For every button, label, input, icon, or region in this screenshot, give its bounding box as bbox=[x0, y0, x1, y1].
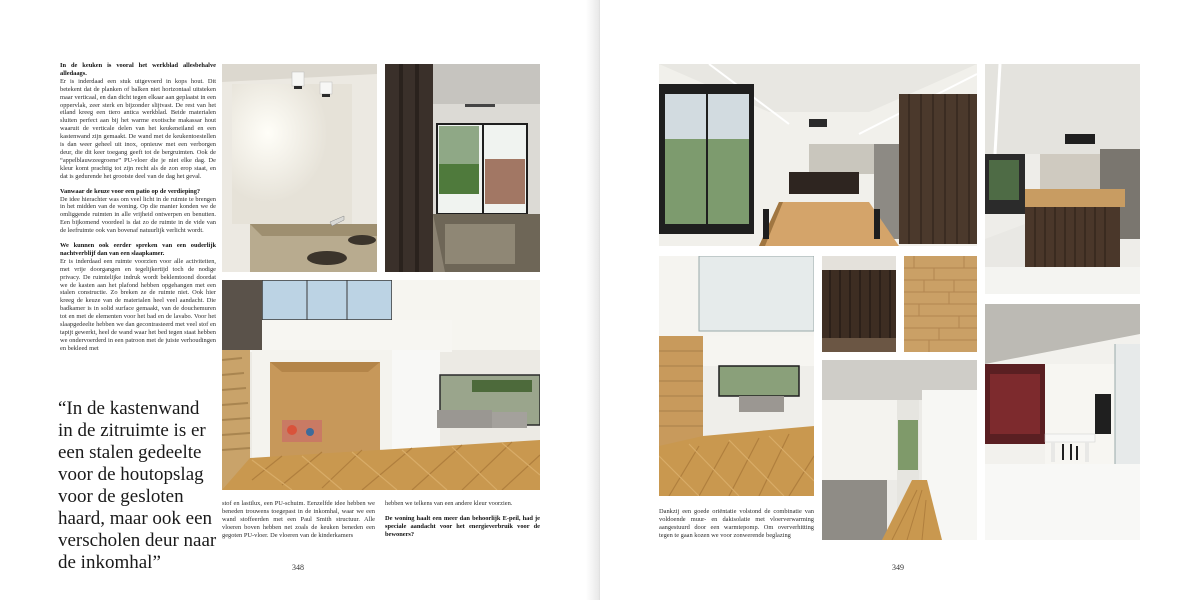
photo-walnut-detail bbox=[822, 256, 896, 352]
page-number-right: 349 bbox=[892, 563, 904, 572]
photo-entrance-hall bbox=[385, 64, 540, 272]
pull-quote: “In de kastenwand in de zitruimte is er een stalen gedeelte voor de houtopslag voor de gesloten haard, maar ook een verscholen deur naar de inkomhal” bbox=[58, 398, 217, 573]
photo-hallway bbox=[822, 360, 977, 540]
text-column-1 bbox=[60, 62, 216, 360]
paragraph-fabric: stof en lastilux, een PU-schuim. Eenzelfde idee hebben we beneden trouwens toegepast in de inkomhal, waar we een wand stoffeerden met een Paul Smith structuur. Alle vloeren boven hebben net zoals de keuken beneden een gegoten PU-vloer. De vloeren van de kinderkamers bbox=[222, 500, 375, 539]
heading-patio: Vanwaar de keuze voor een patio op de verdieping? bbox=[60, 187, 201, 195]
text-column-2 bbox=[222, 500, 375, 540]
photo-kitchen-dining bbox=[659, 64, 977, 246]
paragraph-patio: De idee hierachter was om veel licht in de ruimte te brengen in het midden van de woning. Op die manier konden we de omliggende ruimten in alle vrijheid ontwerpen en benutten. Een bijkomend voordeel is dat zo de ruimte in de vide van de leefruimte ook van bovenaf natuurlijk verlicht wordt. bbox=[60, 195, 216, 235]
heading-energy: De woning haalt een meer dan behoorlijk E-peil, had je speciale aandacht voor het energieverbruik voor de bewoners? bbox=[385, 514, 540, 538]
text-column-3 bbox=[385, 500, 540, 546]
caption-energy bbox=[659, 508, 814, 540]
heading-kitchen: In de keuken is vooral het werkblad allesbehalve alledaags. bbox=[60, 62, 216, 77]
photo-kitchen-island bbox=[985, 64, 1140, 294]
paragraph-kitchen: Er is inderdaad een stuk uitgevoerd in kops hout. Dit betekent dat de planken of balken niet horizontaal uitsteken maar verticaal, en dan dicht tegen elkaar aan geplaatst in een oppervlak, zeer sterk en bijzonder slijtvast. De rest van het eiland kreeg een tiero antica werkblad. Beide materialen sluiten perfect aan bij het warme exotische makassar hout waaruit de verticale delen van het keukeneiland en een kastenwand zijn gemaakt. De wand met de keukentoestellen is dan weer geheel uit inox, opnieuw met een verborgen deur, die dit keer toegang geeft tot de bergruimten. Ook de “appelblauwzeegroene” PU-vloer die je niet elke dag. De kleur komt prachtig tot zijn recht als de zon erop staat, en dat is gedurende het grootste deel van de dag het geval. bbox=[60, 77, 216, 180]
photo-loft-dining bbox=[985, 304, 1140, 540]
heading-night-quarters: We kunnen ook eerder spreken van een ouderlijk nachtverblijf dan van een slaapkamer. bbox=[60, 242, 216, 257]
photo-living-room bbox=[222, 280, 540, 490]
right-page bbox=[600, 0, 1200, 600]
photo-double-height-stair bbox=[659, 256, 814, 496]
photo-bathroom-sink bbox=[222, 64, 377, 272]
page-number-left: 348 bbox=[292, 563, 304, 572]
photo-end-grain-detail bbox=[904, 256, 977, 352]
paragraph-energy-answer: Dankzij een goede oriëntatie volstond de combinatie van voldoende muur- en dakisolatie met vloerverwarming aangestuurd door een warmtepomp. Om oververhitting tegen te gaan kozen we voor zonwerende beglazing bbox=[659, 508, 814, 539]
paragraph-night-quarters: Er is inderdaad een ruimte voorzien voor alle activiteiten, met vrije doorgangen en tegelijkertijd toch de nodige privacy. De ruimtelijke indruk wordt beklemtoond doordat we de kasten aan het plafond hebben opgehangen met een stalen constructie. Zo breken ze de ruimte niet. Ook hier kreeg de keuze van de materialen heel veel aandacht. Die badkamer is in solid surface gemaakt, van de douchemuren tot en met de elementen voor het bad en de lavabo. Voor het slaapgedeelte hebben we dan gecontrasteerd met veel stof en tapijt gewerkt, heel de wand waar het bed tegen staat hebben we ondervoerderd in een patroon met de juiste verhoudingen en bekleed met bbox=[60, 257, 216, 352]
paragraph-children-floors: hebben we telkens van een andere kleur voorzien. bbox=[385, 500, 513, 507]
